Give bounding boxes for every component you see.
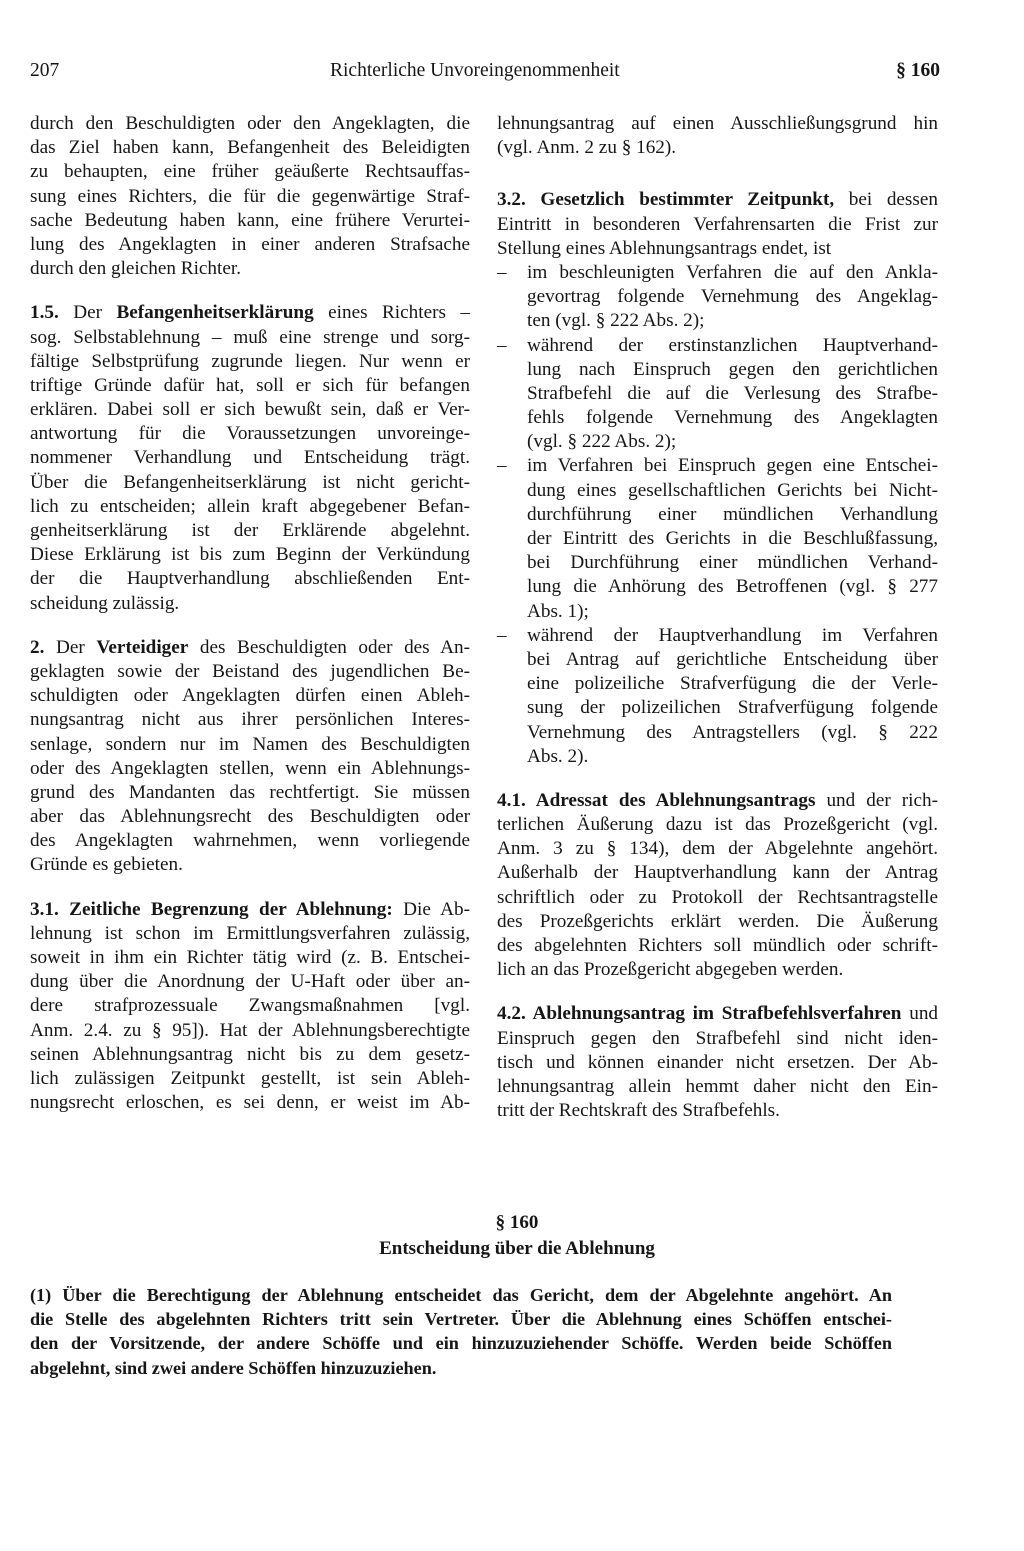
list-item (497, 454, 938, 623)
text-line: terlichen Äußerung dazu ist das Prozeßgericht (vgl. (497, 814, 938, 836)
text-line: nommener Verhandlung und Entscheidung trägt. (30, 447, 470, 469)
text-line: Eintritt in besonderen Verfahrensarten die Frist zur (497, 213, 938, 235)
law-line: abgelehnt, sind zwei andere Schöffen hinzuzuziehen. (30, 1357, 437, 1378)
text-line: während der Hauptverhandlung im Verfahren (527, 624, 938, 646)
text-line: während der erstinstanzlichen Hauptverhand- (527, 334, 938, 356)
paragraph-number: 2. (30, 636, 45, 658)
keyword: 4.2. Ablehnungsantrag im Strafbefehlsverfahren (497, 1003, 902, 1025)
text-line: Außerhalb der Hauptverhandlung kann der Antrag (497, 862, 938, 884)
page-number: 207 (30, 60, 60, 81)
text-line: soweit in ihm ein Richter tätig wird (z. B. Entschei- (30, 947, 470, 968)
text-line: (vgl. § 222 Abs. 2); (527, 431, 677, 453)
text-line: antwortung für die Voraussetzungen unvoreinge- (30, 423, 470, 445)
text-line: Einspruch gegen den Strafbefehl sind nicht iden- (497, 1027, 938, 1049)
text-line: zu behaupten, eine früher geäußerte Rechtsauffas- (30, 161, 470, 183)
section-heading (30, 1210, 970, 1262)
text-line: des abgelehnten Richters soll mündlich oder schrift- (497, 935, 938, 956)
text-line: Über die Befangenheitserklärung ist nicht gericht- (30, 471, 470, 493)
text-line: Gründe es gebieten. (30, 854, 183, 876)
text-fragment: Die Ab- (403, 898, 470, 920)
text-fragment: und der rich- (826, 789, 938, 811)
text-line: Anm. 2.4. zu § 95]). Hat der Ablehnungsberechtigte (30, 1019, 470, 1041)
paragraph-4-2 (497, 1002, 938, 1123)
right-column (497, 112, 938, 1143)
text-line: schuldigten oder Angeklagten dürfen einen Ableh- (30, 685, 470, 707)
lead-word: Der (55, 636, 85, 658)
text-line: durch den gleichen Richter. (30, 258, 241, 280)
text-line: genheitserklärung ist der Erklärende abgelehnt. (30, 520, 470, 541)
law-line: (1) Über die Berechtigung der Ablehnung entscheidet das Gericht, dem der Abgelehnte angehört. An (30, 1285, 892, 1305)
keyword: 3.2. Gesetzlich bestimmter Zeitpunkt, (497, 189, 835, 211)
text-line: bei Antrag auf gerichtliche Entscheidung über (527, 648, 938, 670)
text-line: geklagten sowie der Beistand des jugendlichen Be- (30, 660, 470, 682)
text-line: lung des Angeklagten in einer anderen Strafsache (30, 233, 470, 255)
paragraph-continuation-right (497, 112, 938, 160)
text-line (30, 301, 470, 325)
paragraph-2 (30, 636, 470, 878)
text-line: grund des Mandanten das rechtfertigt. Sie müssen (30, 781, 470, 803)
text-line: lich an das Prozeßgericht abgegeben werden. (497, 959, 844, 981)
list-item (497, 624, 938, 769)
text-line: Anm. 3 zu § 134), dem der Abgelehnte angehört. (497, 838, 938, 860)
paragraph-4-1 (497, 789, 938, 983)
list-item (497, 261, 938, 334)
text-line: lung nach Einspruch gegen den gerichtlichen (527, 358, 938, 380)
text-line (30, 636, 470, 660)
running-title: Richterliche Unvoreingenommenheit (330, 60, 620, 81)
text-line: des Angeklagten wahrnehmen, wenn vorliegende (30, 830, 470, 852)
text-line: sache Bedeutung haben kann, eine frühere Verurtei- (30, 209, 470, 231)
text-fragment: eines Richters – (328, 302, 470, 324)
text-line: triftige Gründe dafür hat, soll er sich für befangen (30, 374, 470, 396)
text-line: seinen Ablehnungsantrag nicht bis zu dem gesetz- (30, 1043, 470, 1065)
text-line: Vernehmung des Antragstellers (vgl. § 222 (527, 721, 938, 743)
lead-word: Der (73, 302, 102, 324)
text-line: nungsrecht erloschen, es sei denn, er weist im Ab- (30, 1092, 470, 1114)
text-line: bei Durchführung einer mündlichen Verhand- (527, 552, 938, 574)
dash-bullet: – (497, 624, 507, 646)
text-line: fältige Selbstprüfung zugrunde liegen. Nur wenn er (30, 350, 470, 372)
text-line: Abs. 1); (527, 600, 589, 622)
keyword: Verteidiger (96, 636, 189, 658)
text-line: der die Hauptverhandlung abschließenden Ent- (30, 568, 470, 590)
keyword: 3.1. Zeitliche Begrenzung der Ablehnung: (30, 898, 393, 920)
dash-bullet: – (497, 455, 507, 477)
paragraph-3-1 (30, 898, 470, 1116)
text-line: der Eintritt des Gerichts in die Beschlußfassung, (527, 528, 938, 549)
text-line: tritt der Rechtskraft des Strafbefehls. (497, 1100, 780, 1122)
text-line: Stellung eines Ablehnungsantrags endet, ist (497, 237, 832, 259)
text-line: des Prozeßgerichts erklärt werden. Die Äußerung (497, 910, 938, 932)
text-line: schriftlich oder zu Protokoll der Rechtsantragstelle (497, 886, 938, 908)
header-section-number: § 160 (896, 60, 940, 81)
text-line: lehnungsantrag auf einen Ausschließungsgrund hin (497, 113, 938, 134)
text-line: aber das Ablehnungsrecht des Beschuldigten oder (30, 806, 470, 828)
law-text (30, 1282, 892, 1379)
text-line: sung der polizeilichen Strafverfügung folgende (527, 697, 938, 719)
text-line (30, 898, 470, 922)
text-line: im Verfahren bei Einspruch gegen eine Entschei- (527, 455, 938, 477)
text-line: sog. Selbstablehnung – muß eine strenge und sorg- (30, 326, 470, 348)
text-line: lehnung ist schon im Ermittlungsverfahren zulässig, (30, 922, 470, 944)
keyword: 4.1. Adressat des Ablehnungsantrags (497, 789, 816, 811)
text-line: eine polizeiliche Strafverfügung die der Verle- (527, 673, 938, 695)
text-line: oder des Angeklagten stellen, wenn ein Ablehnungs- (30, 757, 470, 779)
text-line: tisch und können einander nicht ersetzen. Der Ab- (497, 1051, 938, 1073)
keyword: Befangenheitserklärung (116, 302, 314, 324)
text-line: senlage, sondern nur im Namen des Beschuldigten (30, 733, 470, 755)
left-column (30, 112, 470, 1135)
text-line: fehls folgende Vernehmung des Angeklagten (527, 407, 938, 429)
text-line: im beschleunigten Verfahren die auf den Ankla- (527, 261, 938, 283)
text-line: Diese Erklärung ist bis zum Beginn der Verkündung (30, 544, 470, 566)
text-line: durchführung einer mündlichen Verhandlung (527, 503, 938, 525)
text-line: dung eines gesellschaftlichen Gerichts bei Nicht- (527, 479, 938, 501)
text-fragment: und (909, 1003, 938, 1025)
text-line: dung über die Anordnung der U-Haft oder über an- (30, 971, 470, 993)
paragraph-continuation (30, 112, 470, 281)
text-line (497, 1002, 938, 1026)
text-line: Abs. 2). (527, 745, 589, 767)
running-header (30, 58, 940, 84)
paragraph-3-2 (497, 188, 938, 769)
text-line: durch den Beschuldigten oder den Angeklagten, die (30, 113, 470, 134)
text-line (497, 789, 938, 813)
text-line: lung die Anhörung des Betroffenen (vgl. § 277 (527, 576, 938, 598)
text-line: (vgl. Anm. 2 zu § 162). (497, 137, 677, 159)
text-line: nungsantrag nicht aus ihrer persönlichen Interes- (30, 709, 470, 731)
text-line: lehnungsantrag allein hemmt daher nicht den Ein- (497, 1075, 938, 1097)
law-line: die Stelle des abgelehnten Richters tritt sein Vertreter. Über die Ablehnung eines Schöffen entschei- (30, 1309, 892, 1330)
text-line: Strafbefehl die auf die Verlesung des Strafbe- (527, 382, 938, 404)
text-line: dere strafprozessuale Zwangsmaßnahmen [vgl. (30, 995, 470, 1017)
text-line: scheidung zulässig. (30, 592, 180, 614)
text-line: das Ziel haben kann, Befangenheit des Beleidigten (30, 137, 470, 159)
law-line: den der Vorsitzende, der andere Schöffe und ein hinzuzuziehender Schöffe. Werden beide Schöffen (30, 1333, 892, 1354)
text-fragment: des Beschuldigten oder des An- (199, 636, 470, 658)
paragraph-number: 1.5. (30, 302, 59, 324)
text-fragment: bei dessen (848, 189, 938, 211)
dash-bullet: – (497, 261, 507, 283)
text-line: lich zulässigen Zeitpunkt gestellt, ist sein Ableh- (30, 1067, 470, 1089)
text-line: erklären. Dabei soll er sich bewußt sein, daß er Ver- (30, 399, 470, 421)
dash-bullet: – (497, 334, 507, 356)
text-line: sung eines Richters, die für die gegenwärtige Straf- (30, 185, 470, 207)
section-number: § 160 (495, 1212, 539, 1233)
text-line: lich zu entscheiden; allein kraft abgegebener Befan- (30, 495, 470, 517)
text-line: ten (vgl. § 222 Abs. 2); (527, 310, 705, 332)
text-line (497, 188, 938, 212)
paragraph-1-5 (30, 301, 470, 615)
text-line: gevortrag folgende Vernehmung des Angeklag- (527, 286, 938, 308)
list-item (497, 334, 938, 455)
section-title: Entscheidung über die Ablehnung (379, 1238, 655, 1259)
